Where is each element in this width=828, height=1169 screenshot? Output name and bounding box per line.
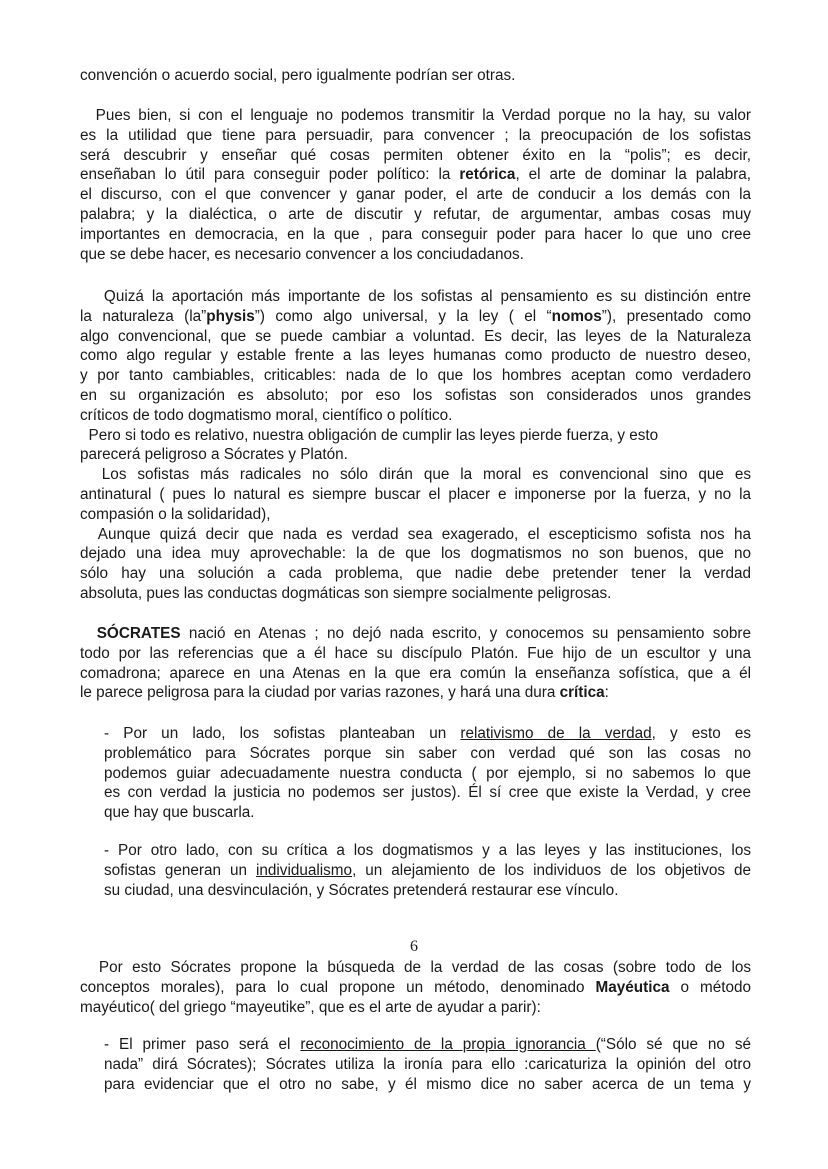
text-line: y por tanto cambiables, criticables: nada de lo que los hombres aceptan como verdadero <box>80 367 751 385</box>
text-line: conceptos morales), para lo cual propone un método, denominado Mayéutica o método <box>80 978 751 996</box>
text-line: Los sofistas más radicales no sólo dirán que la moral es convencional sino que es <box>80 466 751 484</box>
page-number: 6 <box>410 938 418 955</box>
text-line: es la utilidad que tiene para persuadir, para convencer ; la preocupación de los sofistas <box>80 126 751 144</box>
text-line: podemos guiar adecuadamente nuestra conducta ( por ejemplo, si no sabemos lo que <box>104 764 751 782</box>
text-line: palabra; y la dialéctica, o arte de discutir y refutar, de argumentar, ambas cosas muy <box>80 205 751 223</box>
paragraph-sophists-rhetoric <box>80 106 751 264</box>
text-line: - El primer paso será el reconocimiento de la propia ignorancia (“Sólo sé que no sé <box>104 1036 751 1053</box>
term-ignorancia: reconocimiento de la propia ignorancia <box>300 1036 596 1053</box>
text-line: comadrona; aparece en una Atenas en la que era común la enseñanza sofística, que a él <box>80 664 751 682</box>
text-line: será descubrir y enseñar qué cosas permiten obtener éxito en la “polis”; es decir, <box>80 146 751 164</box>
text-line: que se debe hacer, es necesario convencer a los conciudadanos. <box>80 245 524 263</box>
term-individualismo: individualismo <box>255 861 353 879</box>
text-line: compasión o la solidaridad), <box>80 505 271 523</box>
term-nomos: nomos <box>551 307 602 325</box>
term-critica: crítica <box>559 684 605 702</box>
list-item-relativism <box>104 724 751 823</box>
term-mayeutica: Mayéutica <box>595 978 670 996</box>
term-retorica: retórica <box>459 166 516 184</box>
text-line: la naturaleza (la”physis”) como algo universal, y la ley ( el “nomos”), presentado como <box>80 307 751 325</box>
text-line: absoluta, pues las conductas dogmáticas son siempre socialmente peligrosas. <box>80 584 612 602</box>
paragraph-physis-nomos <box>80 287 751 604</box>
term-relativismo: relativismo de la verdad <box>460 725 652 742</box>
text-line: convención o acuerdo social, pero igualmente podrían ser otras. <box>80 67 516 84</box>
text-line: nada” dirá Sócrates); Sócrates utiliza la ironía para ello :caricaturiza la opinión del otro <box>104 1055 751 1073</box>
paragraph-0 <box>80 66 751 86</box>
paragraph-socrates <box>80 624 751 703</box>
text-line: - Por un lado, los sofistas planteaban un relativismo de la verdad, y esto es <box>104 725 752 742</box>
text-line: el discurso, con el que convencer y ganar poder, el arte de conducir a los demás con la <box>80 186 751 204</box>
text-line: problemático para Sócrates porque sin saber con verdad qué son las cosas no <box>104 744 751 762</box>
text-line: importantes en democracia, en la que , para conseguir poder para hacer lo que uno cree <box>80 225 751 243</box>
text-line: que hay que buscarla. <box>104 804 255 822</box>
text-line: es con verdad la justicia no podemos ser justos). Él sí cree que existe la Verdad, y cree <box>104 784 751 802</box>
text-line: mayéutico( del griego “mayeutike”, que es el arte de ayudar a parir): <box>80 998 541 1016</box>
text-line: su ciudad, una desvinculación, y Sócrates pretenderá restaurar ese vínculo. <box>104 881 619 899</box>
text-line: críticos de todo dogmatismo moral, científico o político. <box>80 406 453 424</box>
text-line: todo por las referencias que a él hace su discípulo Platón. Fue hijo de un escultor y una <box>80 644 751 662</box>
text-line: enseñaban lo útil para conseguir poder político: la retórica, el arte de dominar la palabra, <box>80 166 752 184</box>
list-item-individualism <box>104 841 751 900</box>
text-line: algo convencional, que se puede cambiar a voluntad. Es decir, las leyes de la Naturaleza <box>80 327 751 345</box>
text-line: SÓCRATES nació en Atenas ; no dejó nada escrito, y conocemos su pensamiento sobre <box>96 625 751 642</box>
text-line: - Por otro lado, con su crítica a los dogmatismos y a las leyes y las instituciones, los <box>104 842 751 859</box>
text-line: como algo regular y estable frente a las leyes humanas como producto de nuestro deseo, <box>80 347 751 365</box>
paragraph-mayeutica <box>80 958 751 1017</box>
text-line: Pues bien, si con el lenguaje no podemos transmitir la Verdad porque no la hay, su valor <box>80 107 751 124</box>
text-line: Pero si todo es relativo, nuestra obligación de cumplir las leyes pierde fuerza, y esto <box>80 426 659 444</box>
text-line: parecerá peligroso a Sócrates y Platón. <box>80 446 348 464</box>
text-line: le parece peligrosa para la ciudad por varias razones, y hará una dura crítica: <box>80 684 609 702</box>
text-line: Quizá la aportación más importante de los sofistas al pensamiento es su distinción entre <box>80 288 751 305</box>
text-line: sofistas generan un individualismo, un alejamiento de los individuos de los objetivos de <box>104 861 751 879</box>
text-line: sólo hay una solución a cada problema, que nadie debe pretender tener la verdad <box>80 565 751 583</box>
text-line: Aunque quizá decir que nada es verdad sea exagerado, el escepticismo sofista nos ha <box>80 525 751 543</box>
text-line: en su organización es absoluto; por eso los sofistas son considerados unos grandes <box>80 386 751 404</box>
text-line: Por esto Sócrates propone la búsqueda de la verdad de las cosas (sobre todo de los <box>80 959 751 976</box>
text-line: para evidenciar que el otro no sabe, y él mismo dice no saber acerca de un tema y <box>104 1075 751 1093</box>
list-item-ignorance <box>104 1035 751 1094</box>
term-physis: physis <box>206 307 255 325</box>
text-line: antinatural ( pues lo natural es siempre buscar el placer e imponerse por la fuerza, y no la <box>80 485 751 503</box>
text-line: dejado una idea muy aprovechable: la de que los dogmatismos no son buenos, que no <box>80 545 751 563</box>
heading-socrates: SÓCRATES <box>96 625 181 642</box>
